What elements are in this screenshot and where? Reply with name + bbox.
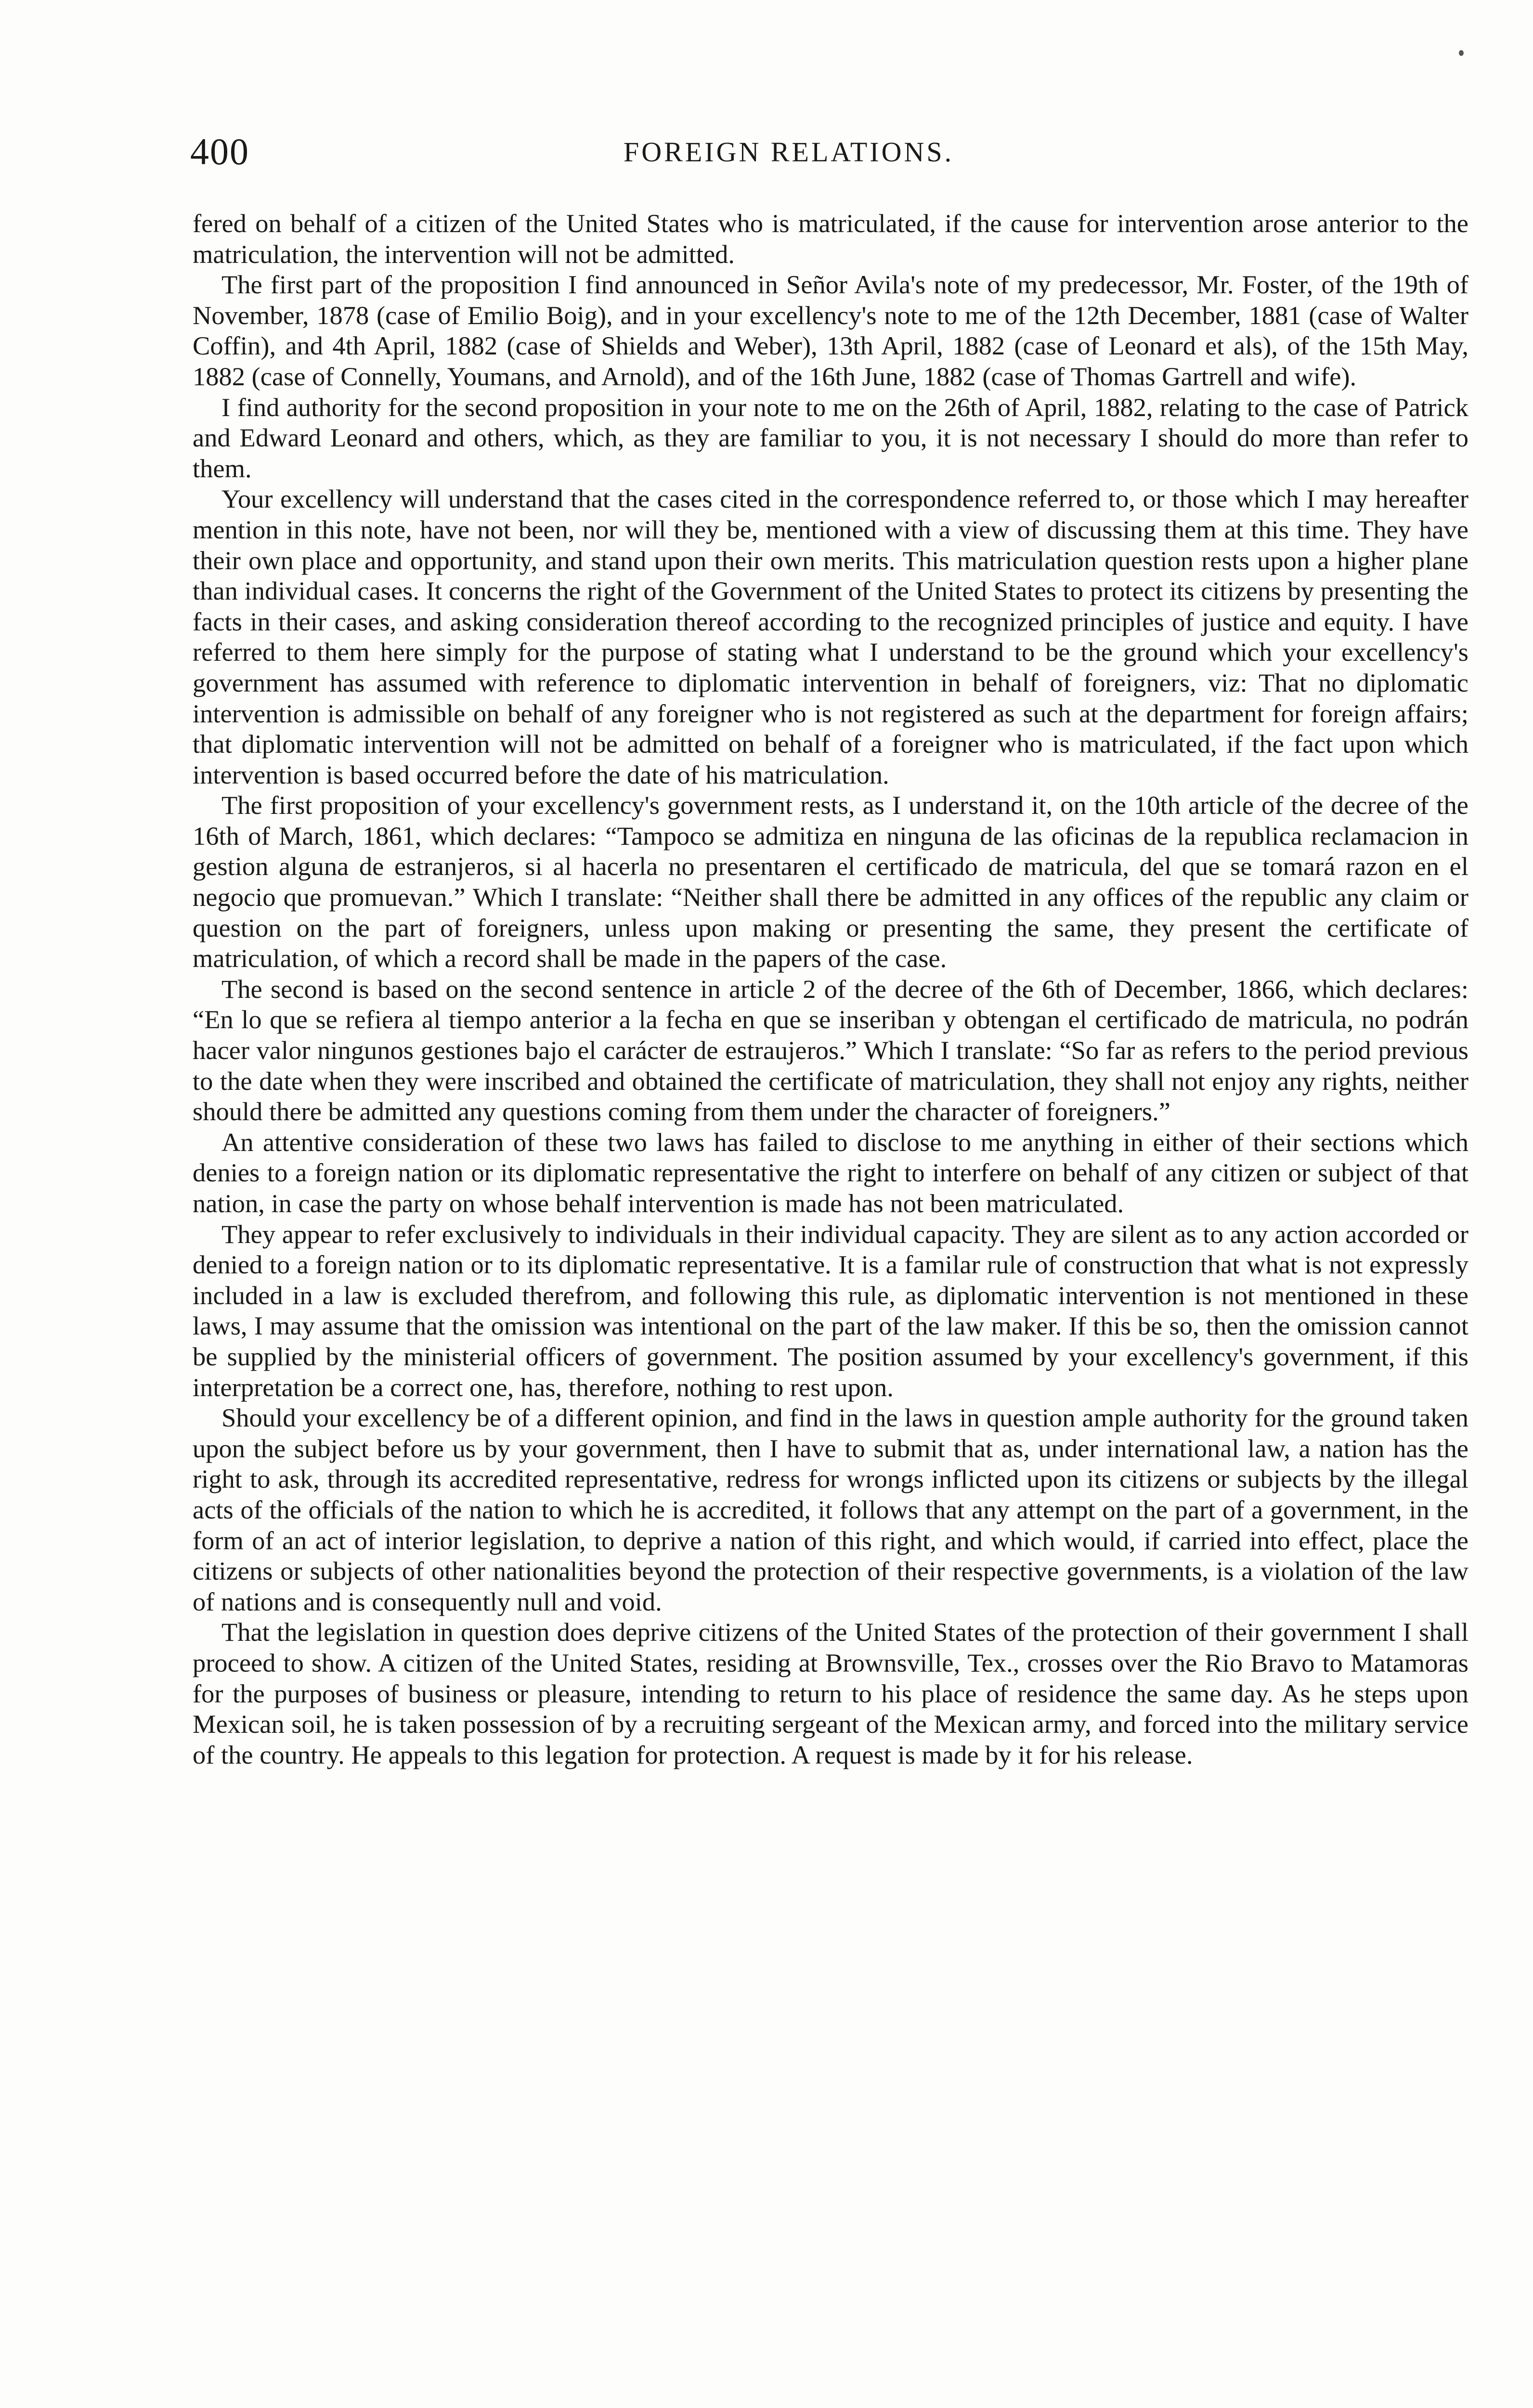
paragraph: An attentive consideration of these two laws has failed to disclose to me anything in either of their sections which denies to a foreign nation or its diplomatic representative the right to interfere on behalf of any citizen or subject of that nation, in case the party on whose behalf intervention is made has not been matriculated. [193, 1127, 1468, 1218]
page-header [190, 130, 1490, 188]
paragraph: They appear to refer exclusively to individuals in their individual capacity. They are silent as to any action accorded or denied to a foreign nation or to its diplomatic representative. It is a familar rule of construction that what is not expressly included in a law is excluded therefrom, and following this rule, as diplomatic intervention is not mentioned in these laws, I may assume that the omission was intentional on the part of the law maker. If this be so, then the omission cannot be supplied by the ministerial officers of government. The position assumed by your excellency's government, if this interpretation be a correct one, has, therefore, nothing to rest upon. [193, 1219, 1468, 1402]
page-speck [1459, 50, 1464, 56]
paragraph-continued: fered on behalf of a citizen of the United States who is matriculated, if the cause for intervention arose anterior to the matriculation, the intervention will not be admitted. [193, 209, 1468, 269]
paragraph: Your excellency will understand that the cases cited in the correspondence referred to, or those which I may hereafter mention in this note, have not been, nor will they be, mentioned with a view of discussing them at this time. They have their own place and opportunity, and stand upon their own merits. This matriculation question rests upon a higher plane than individual cases. It concerns the right of the Government of the United States to protect its citizens by presenting the facts in their cases, and asking consideration thereof according to the recognized principles of justice and equity. I have referred to them here simply for the purpose of stating what I understand to be the ground which your excellency's government has assumed with reference to diplomatic intervention in behalf of foreigners, viz: That no diplomatic intervention is admissible on behalf of any foreigner who is not registered as such at the department for foreign affairs; that diplomatic intervention will not be admitted on behalf of a foreigner who is matriculated, if the fact upon which intervention is based occurred before the date of his matriculation. [193, 484, 1468, 789]
paragraph: The first proposition of your excellency's government rests, as I understand it, on the 10th article of the decree of the 16th of March, 1861, which declares: “Tampoco se admitiza en ninguna de las oficinas de la republica reclamacion in gestion alguna de estranjeros, si al hacerla no presentaren el certificado de matricula, del que se tomará razon en el negocio que promuevan.” Which I translate: “Neither shall there be admitted in any offices of the republic any claim or question on the part of foreigners, unless upon making or presenting the same, they present the certificate of matriculation, of which a record shall be made in the papers of the case. [193, 790, 1468, 973]
paragraph: Should your excellency be of a different opinion, and find in the laws in question ample authority for the ground taken upon the subject before us by your government, then I have to submit that as, under international law, a nation has the right to ask, through its accredited representative, redress for wrongs inflicted upon its citizens or subjects by the illegal acts of the officials of the nation to which he is accredited, it follows that any attempt on the part of a government, in the form of an act of interior legislation, to deprive a nation of this right, and which would, if carried into effect, place the citizens or subjects of other nationalities beyond the protection of their respective governments, is a violation of the law of nations and is consequently null and void. [193, 1403, 1468, 1616]
paragraph: The second is based on the second sentence in article 2 of the decree of the 6th of December, 1866, which declares: “En lo que se refiera al tiempo anterior a la fecha en que se inseriban y obtengan el certificado de matricula, no podrán hacer valor ningunos gestiones bajo el carácter de estraujeros.” Which I translate: “So far as refers to the period previous to the date when they were inscribed and obtained the certificate of matriculation, they shall not enjoy any rights, neither should there be admitted any questions coming from them under the character of foreigners.” [193, 974, 1468, 1126]
paragraph: I find authority for the second proposition in your note to me on the 26th of April, 1882, relating to the case of Patrick and Edward Leonard and others, which, as they are familiar to you, it is not necessary I should do more than refer to them. [193, 392, 1468, 483]
page-number: 400 [190, 131, 249, 172]
paragraph: That the legislation in question does deprive citizens of the United States of the protection of their government I shall proceed to show. A citizen of the United States, residing at Brownsville, Tex., crosses over the Rio Bravo to Matamoras for the purposes of business or pleasure, intending to return to his place of residence the same day. As he steps upon Mexican soil, he is taken possession of by a recruiting sergeant of the Mexican army, and forced into the military service of the country. He appeals to this legation for protection. A request is made by it for his release. [193, 1617, 1468, 1769]
paragraph: The first part of the proposition I find announced in Señor Avila's note of my predecessor, Mr. Foster, of the 19th of November, 1878 (case of Emilio Boig), and in your excellency's note to me of the 12th December, 1881 (case of Walter Coffin), and 4th April, 1882 (case of Shields and Weber), 13th April, 1882 (case of Leonard et als), of the 15th May, 1882 (case of Connelly, Youmans, and Arnold), and of the 16th June, 1882 (case of Thomas Gartrell and wife). [193, 270, 1468, 391]
body-text [193, 208, 1468, 1770]
running-title: FOREIGN RELATIONS. [624, 136, 954, 168]
